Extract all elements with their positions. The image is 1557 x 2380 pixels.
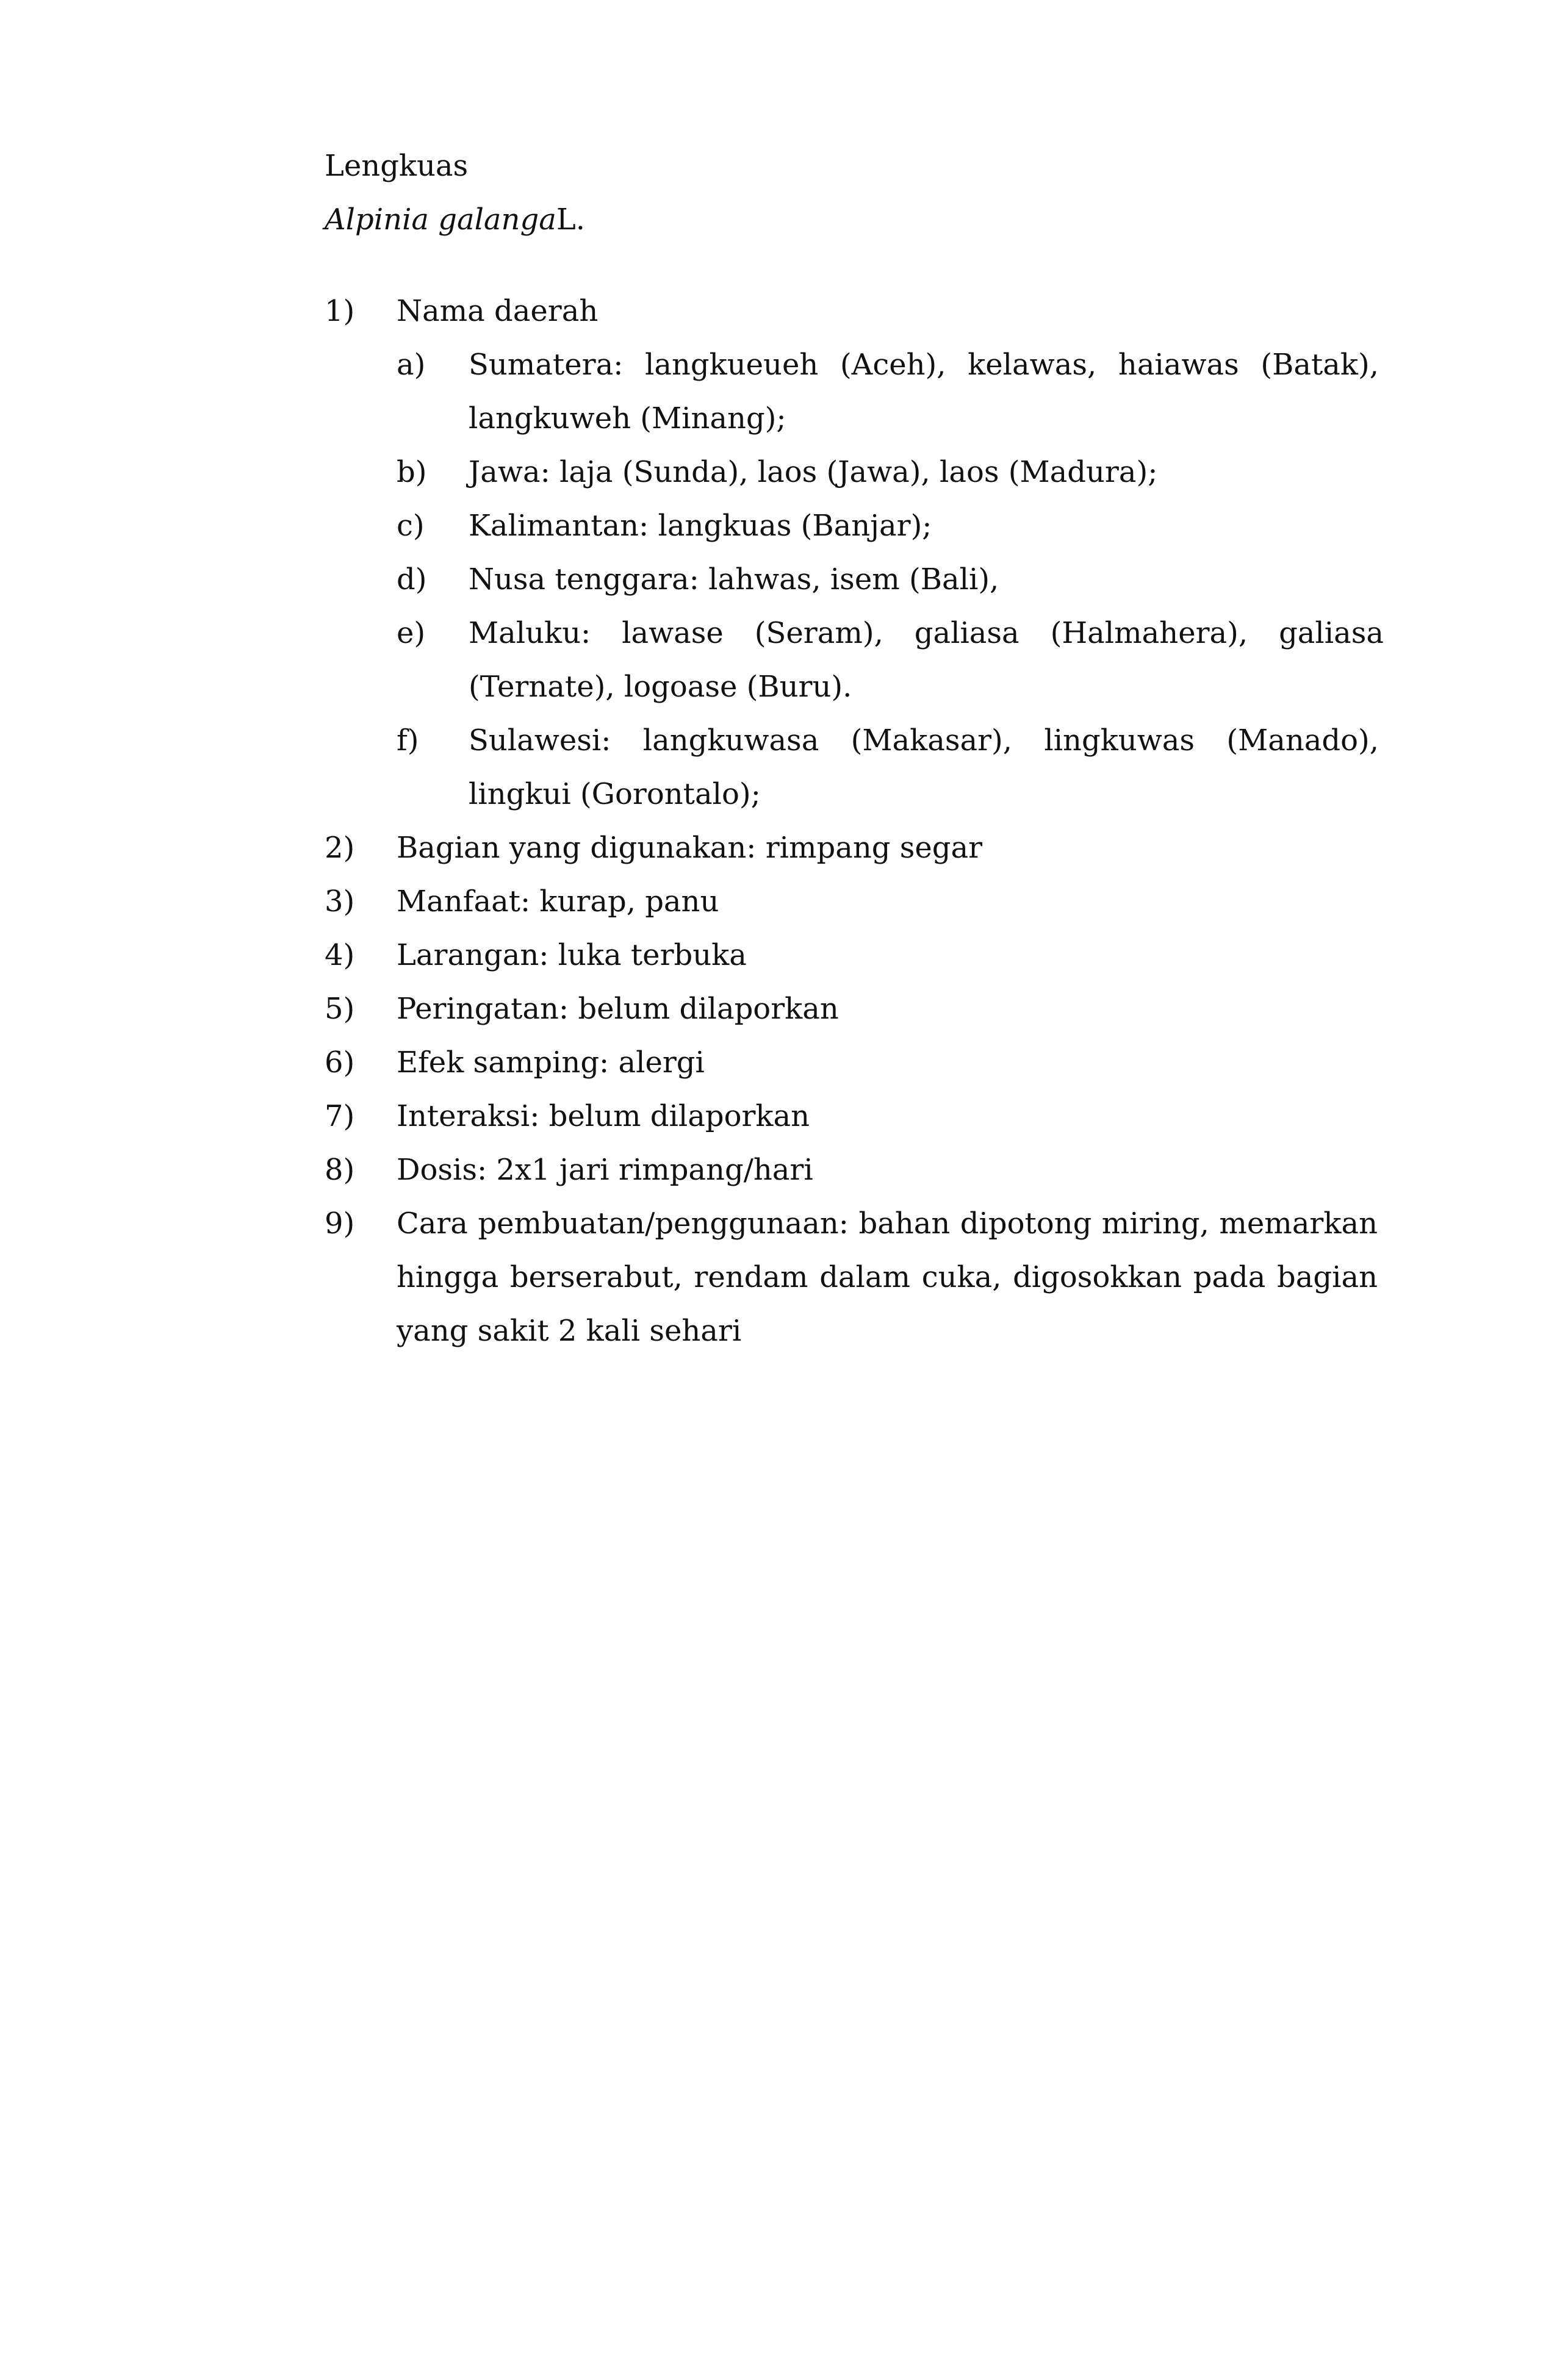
document-content (325, 139, 1384, 1358)
subitem-text: Maluku: lawase (Seram), galiasa (Halmahera), galiasa (Ternate), logoase (Buru). (469, 616, 1384, 704)
subitem-letter: c) (397, 509, 425, 543)
subitem-letter: a) (397, 348, 426, 382)
item-text: Peringatan: belum dilaporkan (397, 992, 839, 1026)
subitem-text: Jawa: laja (Sunda), laos (Jawa), laos (Madura); (469, 455, 1158, 489)
list-item (325, 875, 1379, 928)
item-text: Larangan: luka terbuka (397, 938, 747, 972)
sublist-item (397, 499, 1384, 553)
sublist-item (397, 445, 1384, 499)
list-item (325, 821, 1379, 875)
item-number: 1) (325, 294, 355, 328)
list-item (325, 1036, 1379, 1089)
subitem-text: Kalimantan: langkuas (Banjar); (469, 509, 932, 543)
item-number: 8) (325, 1153, 355, 1187)
item-body (397, 284, 1384, 821)
sublist-item (397, 606, 1384, 714)
list-item (325, 982, 1379, 1036)
subitem-letter: f) (397, 723, 419, 758)
list-item (325, 1197, 1379, 1358)
item-text: Bagian yang digunakan: rimpang segar (397, 831, 983, 865)
list-item (325, 1143, 1379, 1197)
list-item (325, 284, 1384, 821)
scientific-name (325, 193, 1379, 246)
list-item (325, 1089, 1379, 1143)
species-name: Alpinia galanga (325, 203, 556, 237)
sublist-item (397, 714, 1384, 821)
item-text: Dosis: 2x1 jari rimpang/hari (397, 1153, 813, 1187)
plant-name: Lengkuas (325, 149, 469, 183)
item-text: Cara pembuatan/penggunaan: bahan dipotong miring, memarkan hingga berserabut, rendam dalam cuka, digosokkan pada bagian yang sakit 2 kali sehari (397, 1206, 1378, 1348)
subitem-letter: d) (397, 562, 427, 597)
item-text: Efek samping: alergi (397, 1045, 705, 1080)
sublist-item (397, 553, 1384, 606)
subitem-text: Sumatera: langkueueh (Aceh), kelawas, haiawas (Batak), langkuweh (Minang); (469, 348, 1379, 435)
item-number: 4) (325, 938, 355, 972)
item-number: 9) (325, 1206, 355, 1241)
list-item (325, 928, 1379, 982)
item-number: 3) (325, 884, 355, 919)
subitem-text: Sulawesi: langkuwasa (Makasar), lingkuwas (Manado), lingkui (Gorontalo); (469, 723, 1379, 811)
item-text: Nama daerah (397, 294, 599, 328)
subitem-text: Nusa tenggara: lahwas, isem (Bali), (469, 562, 999, 597)
species-author: L. (556, 203, 585, 237)
sublist-item (397, 338, 1384, 445)
subitem-letter: b) (397, 455, 427, 489)
item-number: 2) (325, 831, 355, 865)
item-number: 7) (325, 1099, 355, 1133)
spacer (325, 246, 1379, 284)
item-text: Interaksi: belum dilaporkan (397, 1099, 810, 1133)
sublist (397, 338, 1384, 821)
item-text: Manfaat: kurap, panu (397, 884, 719, 919)
subitem-letter: e) (397, 616, 426, 650)
item-number: 6) (325, 1045, 355, 1080)
item-number: 5) (325, 992, 355, 1026)
